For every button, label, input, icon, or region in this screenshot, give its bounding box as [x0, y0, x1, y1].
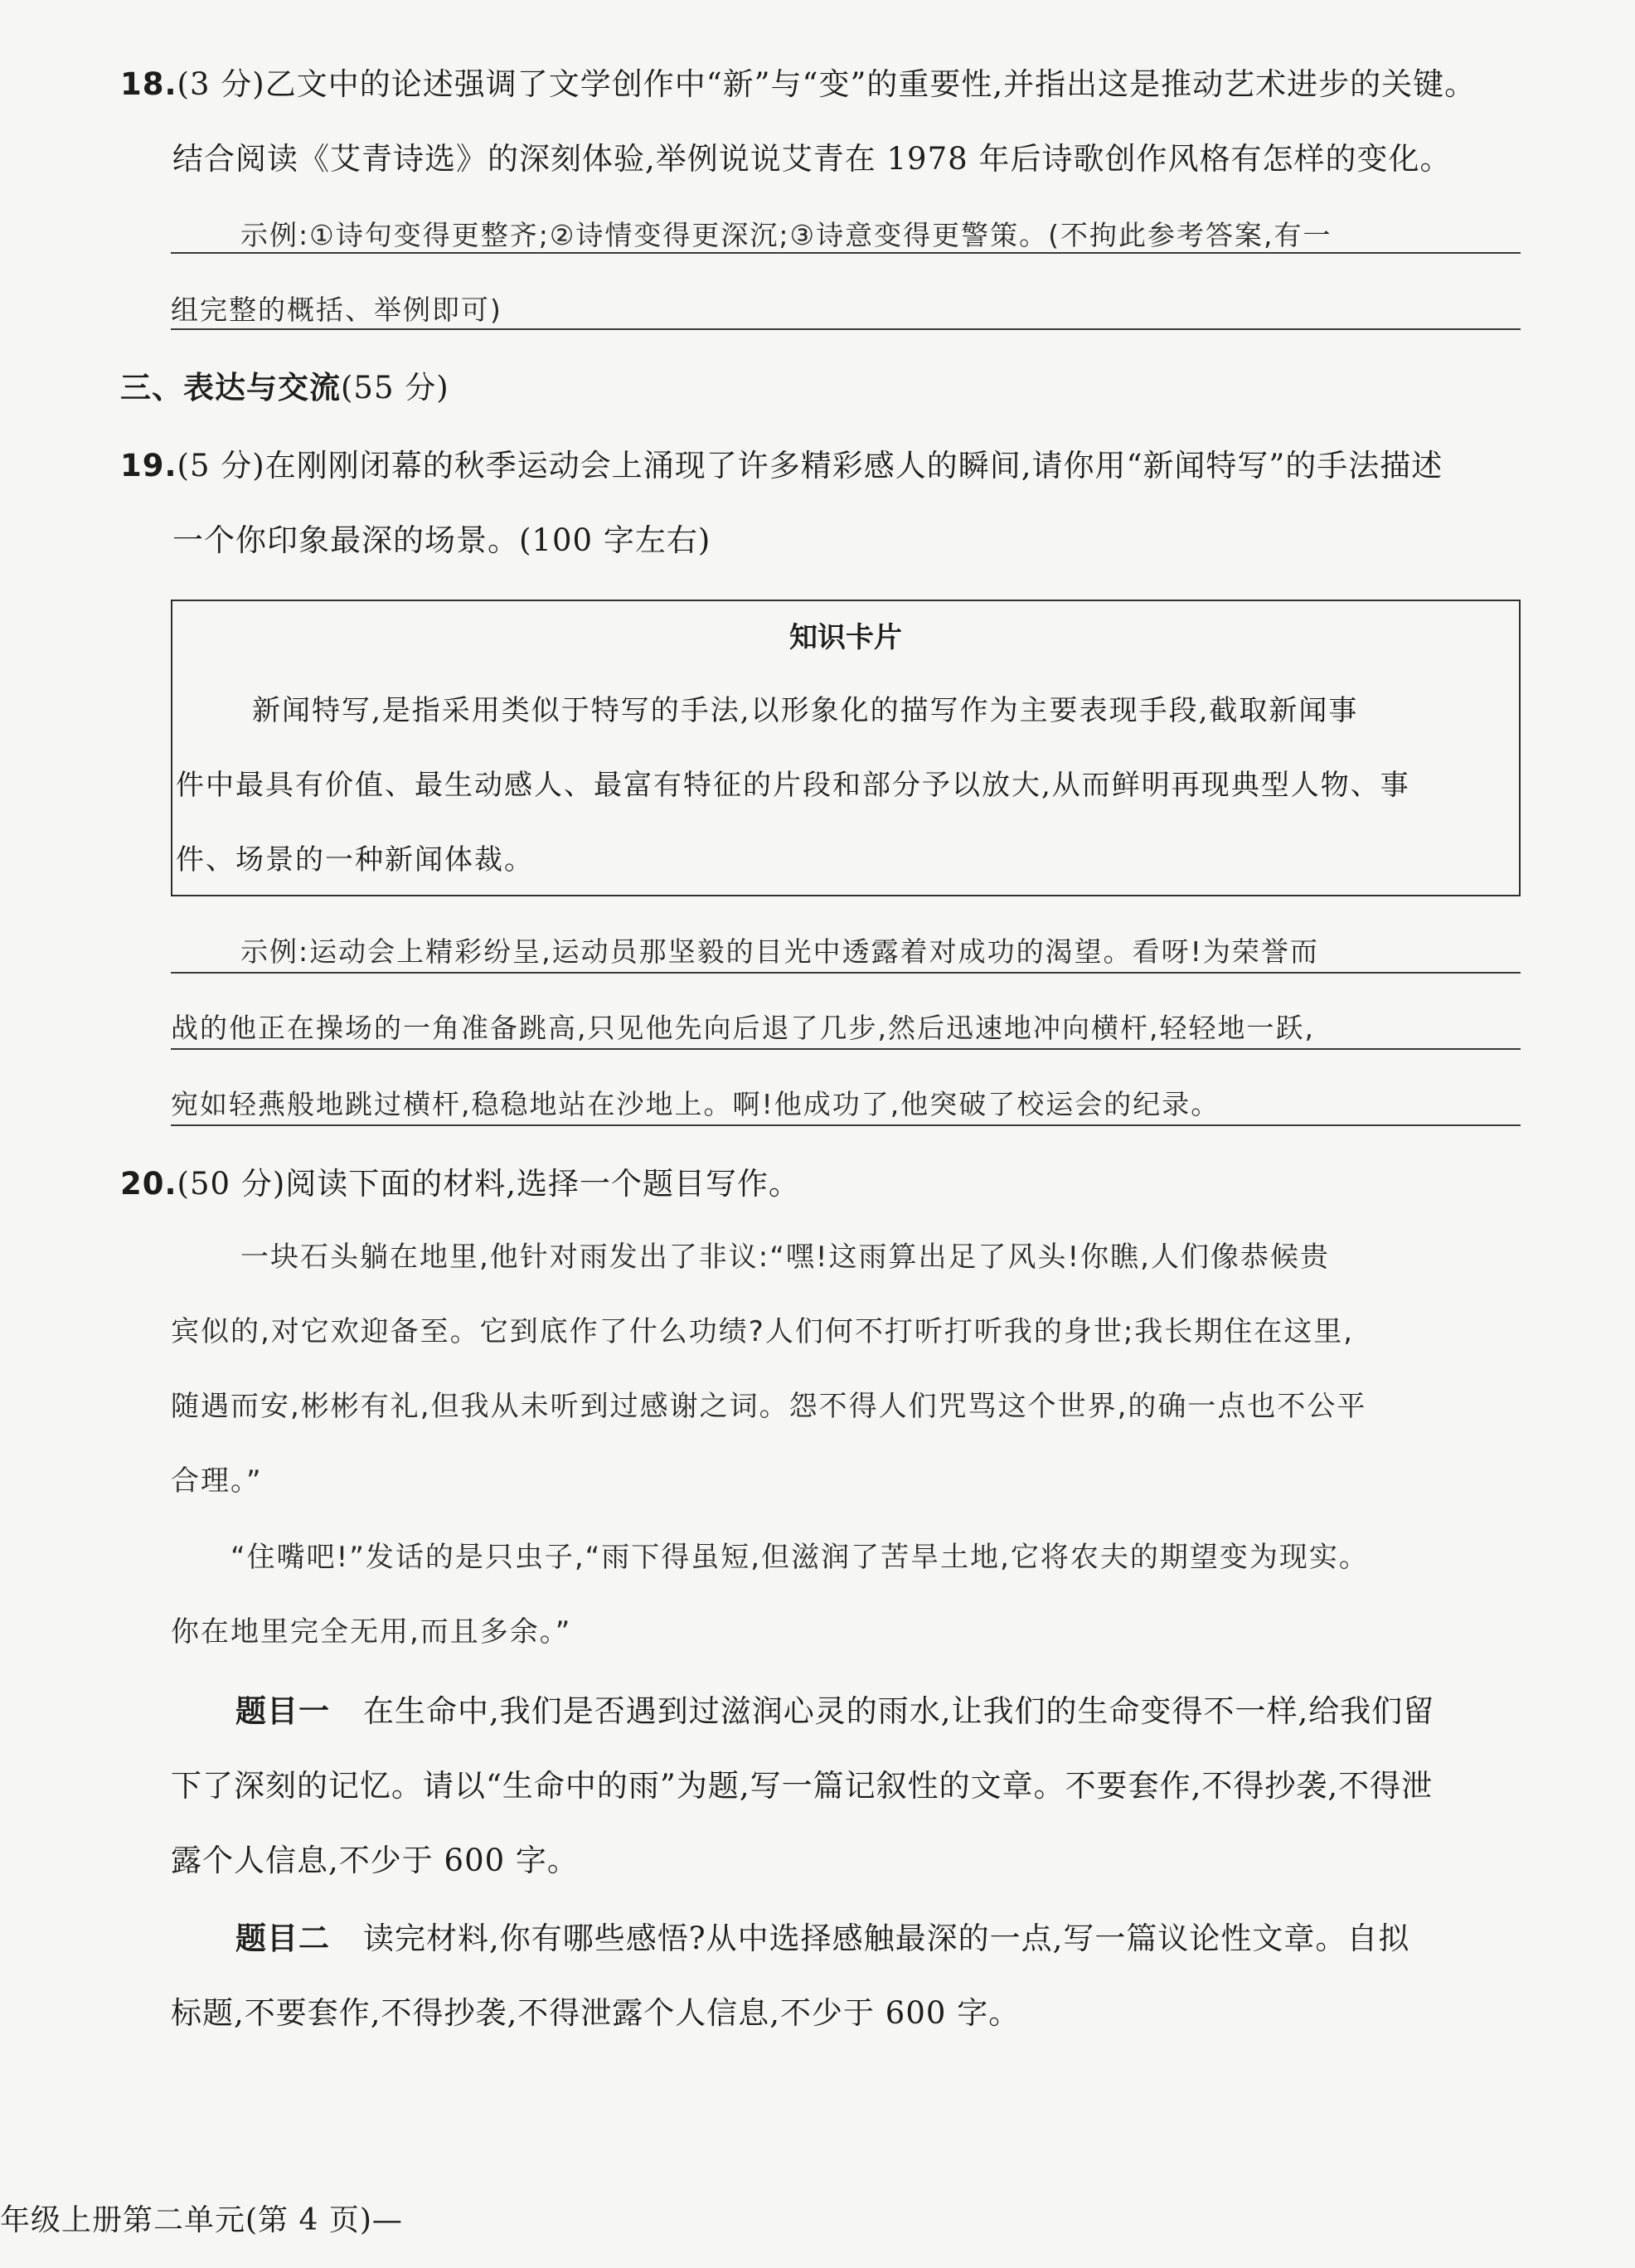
q19-prompt-line1: [120, 446, 1443, 486]
q18-answer-line2: 组完整的概括、举例即可): [171, 294, 502, 326]
q19-number: 19.: [120, 448, 177, 483]
q18-prompt-line1: [120, 65, 1476, 104]
answer-rule: [171, 328, 1521, 330]
q20-topic2-label: 题目二: [235, 1921, 330, 1956]
q20-topic1-line2: 下了深刻的记忆。请以“生命中的雨”为题,写一篇记叙性的文章。不要套作,不得抄袭,不得泄: [171, 1768, 1434, 1804]
q20-material-line: 一块石头躺在地里,他针对雨发出了非议:“嘿!这雨算出足了风头!你瞧,人们像恭候贵: [240, 1241, 1330, 1274]
q20-material-line: 随遇而安,彬彬有礼,但我从未听到过感谢之词。怨不得人们咒骂这个世界,的确一点也不公平: [171, 1390, 1367, 1423]
q20-material-line: 合理。”: [171, 1464, 263, 1498]
q20-prompt-line1: [120, 1164, 800, 1204]
section3-title: 三、表达与交流: [120, 370, 341, 406]
q20-number: 20.: [120, 1166, 177, 1202]
q20-material-line: 你在地里完全无用,而且多余。”: [171, 1615, 572, 1649]
q19-prompt-line2: 一个你印象最深的场景。(100 字左右): [172, 522, 711, 558]
answer-rule: [171, 1048, 1521, 1050]
knowledge-card-title: 知识卡片: [789, 621, 902, 654]
q18-text-line1: (3 分)乙文中的论述强调了文学创作中“新”与“变”的重要性,并指出这是推动艺术进步的关键。: [177, 66, 1477, 102]
knowledge-card-line2: 件中最具有价值、最生动感人、最富有特征的片段和部分予以放大,从而鲜明再现典型人物、事: [176, 769, 1410, 802]
q18-number: 18.: [120, 66, 177, 102]
q20-topic2-line2: 标题,不要套作,不得抄袭,不得泄露个人信息,不少于 600 字。: [171, 1995, 1021, 2031]
q19-answer-line1: 示例:运动会上精彩纷呈,运动员那坚毅的目光中透露着对成功的渴望。看呀!为荣誉而: [240, 935, 1319, 968]
q19-answer-line3: 宛如轻燕般地跳过横杆,稳稳地站在沙地上。啊!他成功了,他突破了校运会的纪录。: [171, 1088, 1220, 1120]
knowledge-card-line3: 件、场景的一种新闻体裁。: [176, 843, 534, 877]
q20-topic1-line3: 露个人信息,不少于 600 字。: [171, 1843, 579, 1878]
section3-heading: [120, 368, 449, 408]
q19-text-line1: (5 分)在刚刚闭幕的秋季运动会上涌现了许多精彩感人的瞬间,请你用“新闻特写”的手法描述: [177, 448, 1443, 483]
q20-topic1-text1: 在生命中,我们是否遇到过滋润心灵的雨水,让我们的生命变得不一样,给我们留: [363, 1693, 1435, 1729]
q20-material-line: 宾似的,对它欢迎备至。它到底作了什么功绩?人们何不打听打听我的身世;我长期住在这里,: [171, 1315, 1355, 1348]
q20-material-line: “住嘴吧!”发话的是只虫子,“雨下得虽短,但滋润了苦旱土地,它将农夫的期望变为现实。: [230, 1541, 1369, 1574]
knowledge-card-line1: 新闻特写,是指采用类似于特写的手法,以形象化的描写作为主要表现手段,截取新闻事: [252, 694, 1359, 727]
q18-prompt-line2: 结合阅读《艾青诗选》的深刻体验,举例说说艾青在 1978 年后诗歌创作风格有怎样的变化。: [172, 141, 1452, 177]
page-footer: 年级上册第二单元(第 4 页)—: [0, 2203, 403, 2237]
knowledge-card: [171, 600, 1521, 896]
q20-text-line1: (50 分)阅读下面的材料,选择一个题目写作。: [177, 1166, 801, 1202]
q18-answer-line1: 示例:①诗句变得更整齐;②诗情变得更深沉;③诗意变得更警策。(不拘此参考答案,有一: [240, 219, 1332, 251]
q20-topic1-label: 题目一: [235, 1693, 330, 1729]
answer-rule: [171, 1124, 1521, 1126]
q19-answer-line2: 战的他正在操场的一角准备跳高,只见他先向后退了几步,然后迅速地冲向横杆,轻轻地一跃,: [171, 1012, 1315, 1044]
q20-topic2-line1: [235, 1919, 1409, 1959]
q20-topic1-line1: [235, 1692, 1434, 1731]
answer-rule: [171, 252, 1521, 254]
section3-score: (55 分): [341, 370, 449, 406]
q20-topic2-text1: 读完材料,你有哪些感悟?从中选择感触最深的一点,写一篇议论性文章。自拟: [363, 1921, 1410, 1956]
answer-rule: [171, 972, 1521, 974]
